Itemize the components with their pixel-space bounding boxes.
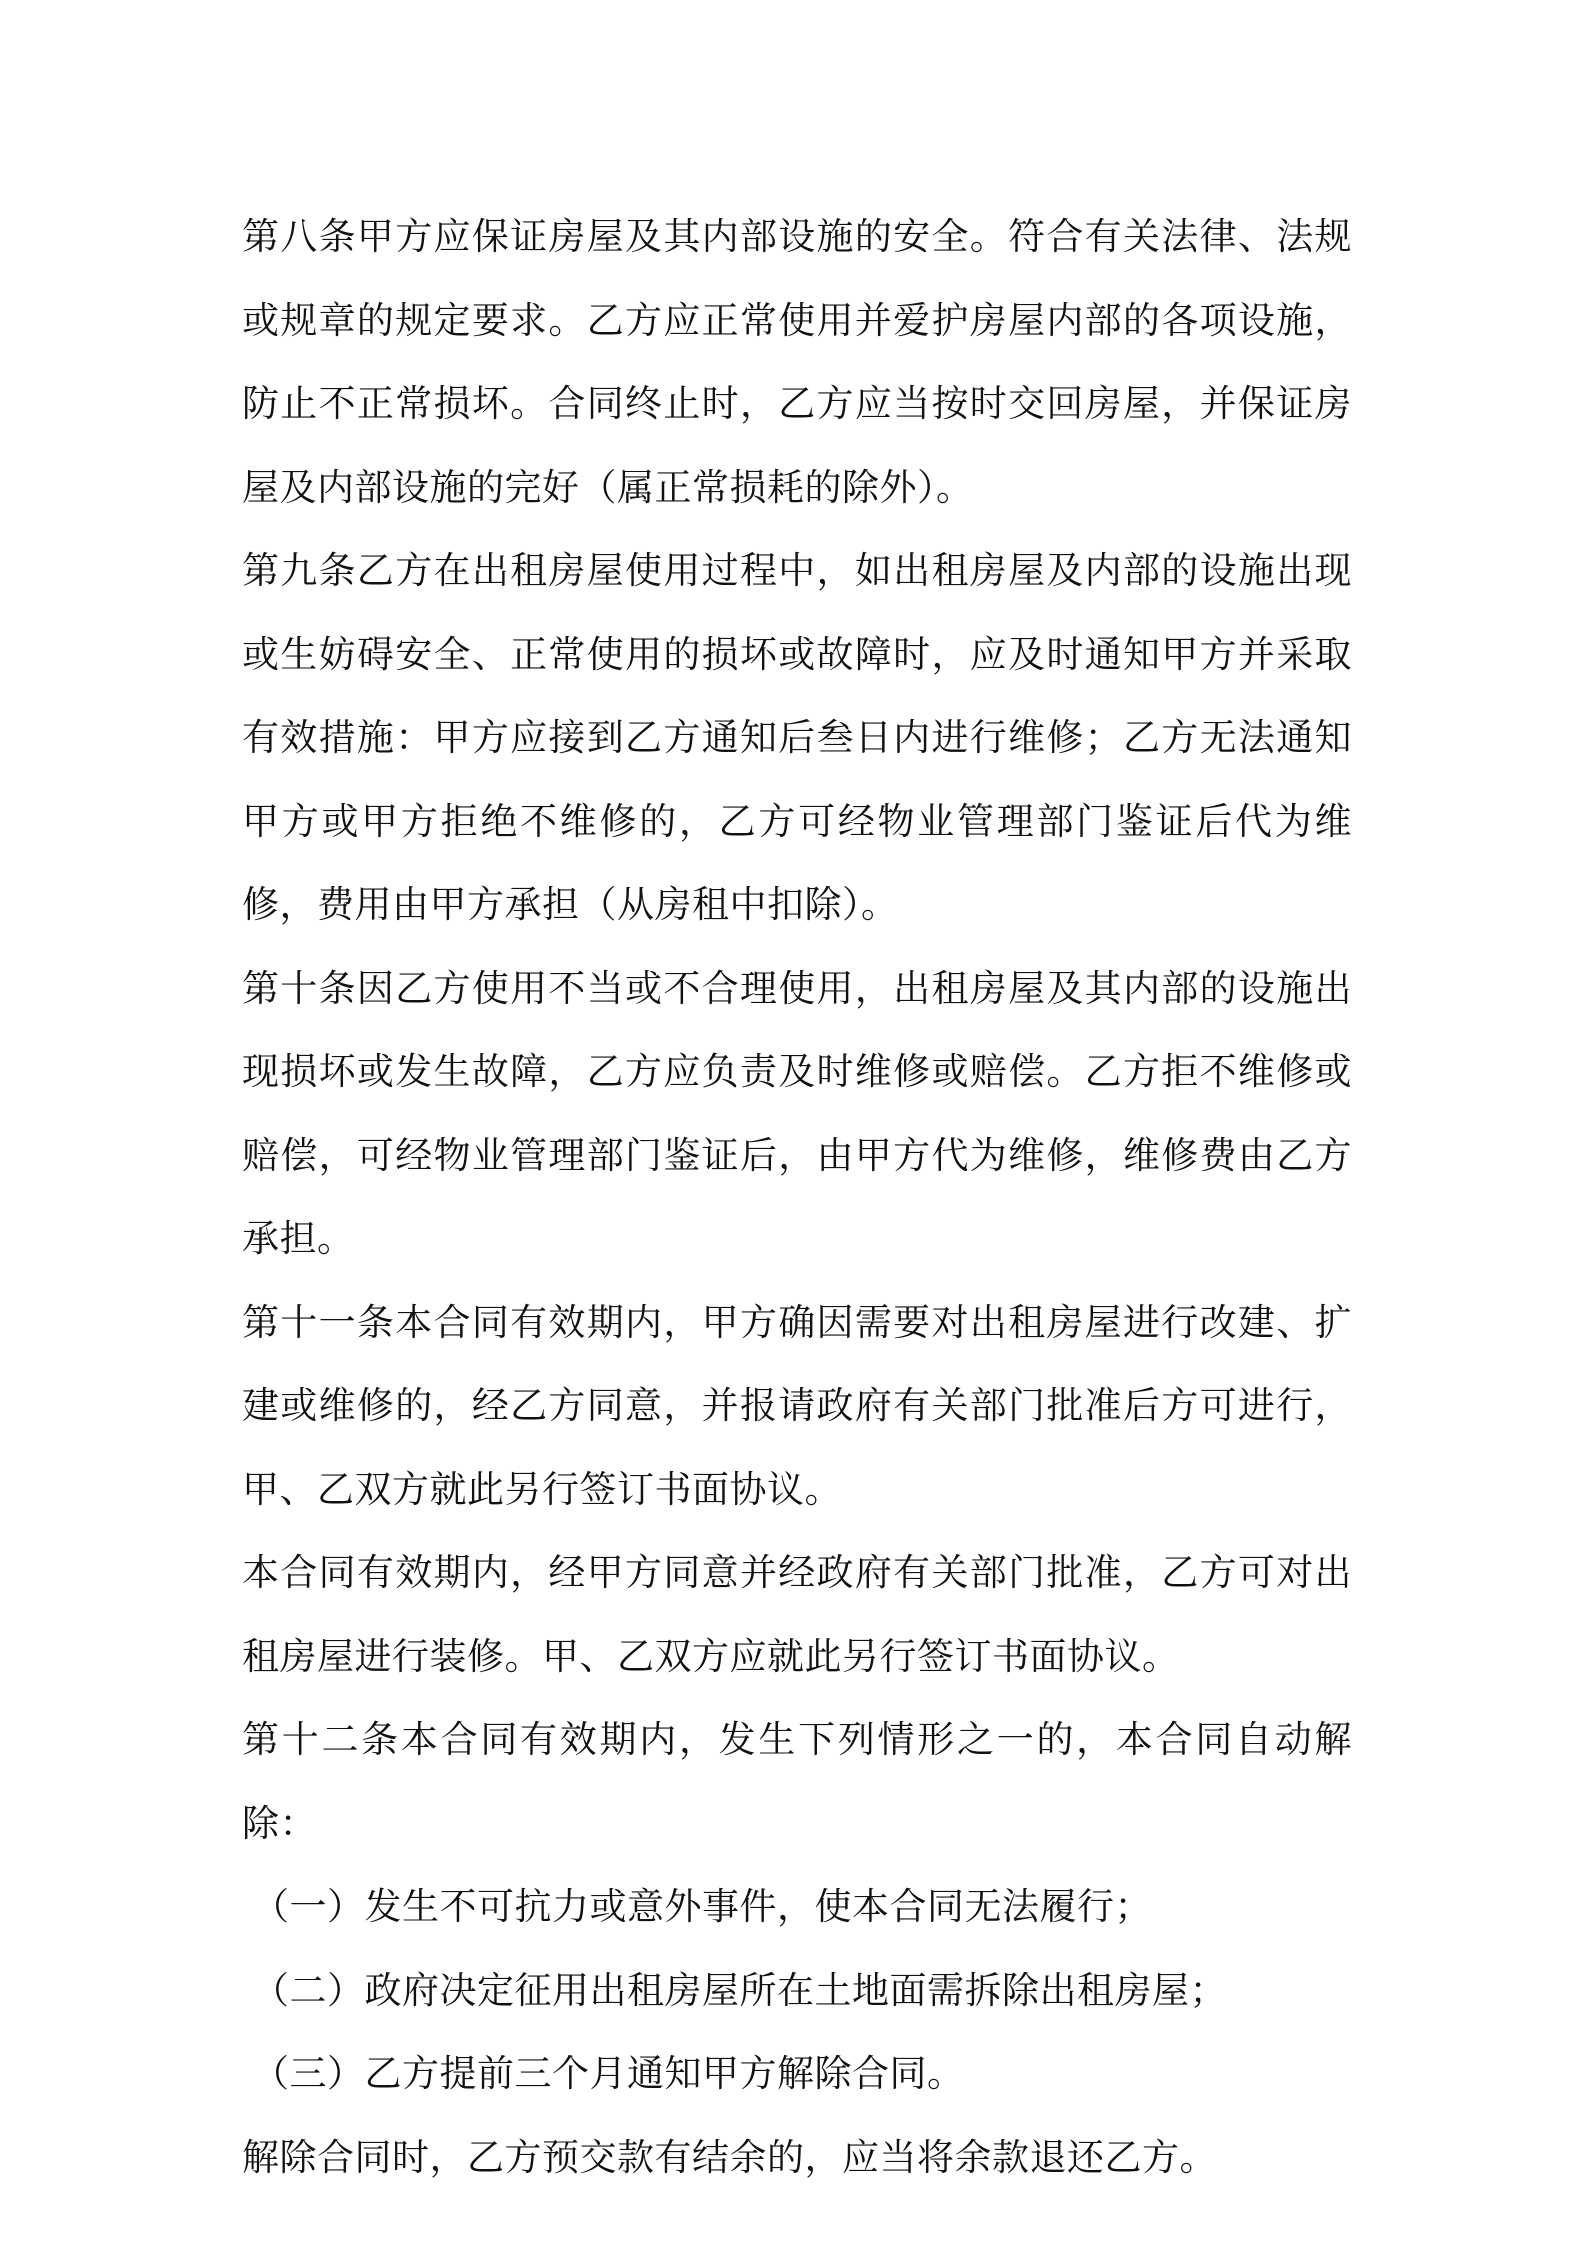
termination-item-3: （三）乙方提前三个月通知甲方解除合同。 — [252, 2052, 965, 2095]
document-body — [242, 195, 1352, 2199]
article-8-paragraph: 第八条甲方应保证房屋及其内部设施的安全。符合有关法律、法规或规章的规定要求。乙方应正常使用并爱护房屋内部的各项设施，防止不正常损坏。合同终止时，乙方应当按时交回房屋，并保证房屋及内部设施的完好（属正常损耗的除外）。 — [242, 215, 1352, 509]
article-10-paragraph: 第十条因乙方使用不当或不合理使用，出租房屋及其内部的设施出现损坏或发生故障，乙方应负责及时维修或赔偿。乙方拒不维修或赔偿，可经物业管理部门鉴证后，由甲方代为维修，维修费由乙方承担。 — [242, 966, 1352, 1260]
refund-paragraph: 解除合同时，乙方预交款有结余的，应当将余款退还乙方。 — [242, 2135, 1217, 2179]
termination-item-2: （二）政府决定征用出租房屋所在土地面需拆除出租房屋； — [252, 1968, 1227, 2012]
termination-item-1: （一）发生不可抗力或意外事件，使本合同无法履行； — [252, 1885, 1152, 1928]
article-12-paragraph: 第十二条本合同有效期内，发生下列情形之一的，本合同自动解除： — [242, 1718, 1352, 1845]
article-9-paragraph: 第九条乙方在出租房屋使用过程中，如出租房屋及内部的设施出现或生妨碍安全、正常使用的损坏或故障时，应及时通知甲方并采取有效措施：甲方应接到乙方通知后叁日内进行维修；乙方无法通知甲方或甲方拒绝不维修的，乙方可经物业管理部门鉴证后代为维修，费用由甲方承担（从房租中扣除）。 — [242, 549, 1352, 926]
renovation-paragraph: 本合同有效期内，经甲方同意并经政府有关部门批准，乙方可对出租房屋进行装修。甲、乙双方应就此另行签订书面协议。 — [242, 1551, 1352, 1678]
article-11-paragraph: 第十一条本合同有效期内，甲方确因需要对出租房屋进行改建、扩建或维修的，经乙方同意，并报请政府有关部门批准后方可进行，甲、乙双方就此另行签订书面协议。 — [242, 1300, 1352, 1511]
